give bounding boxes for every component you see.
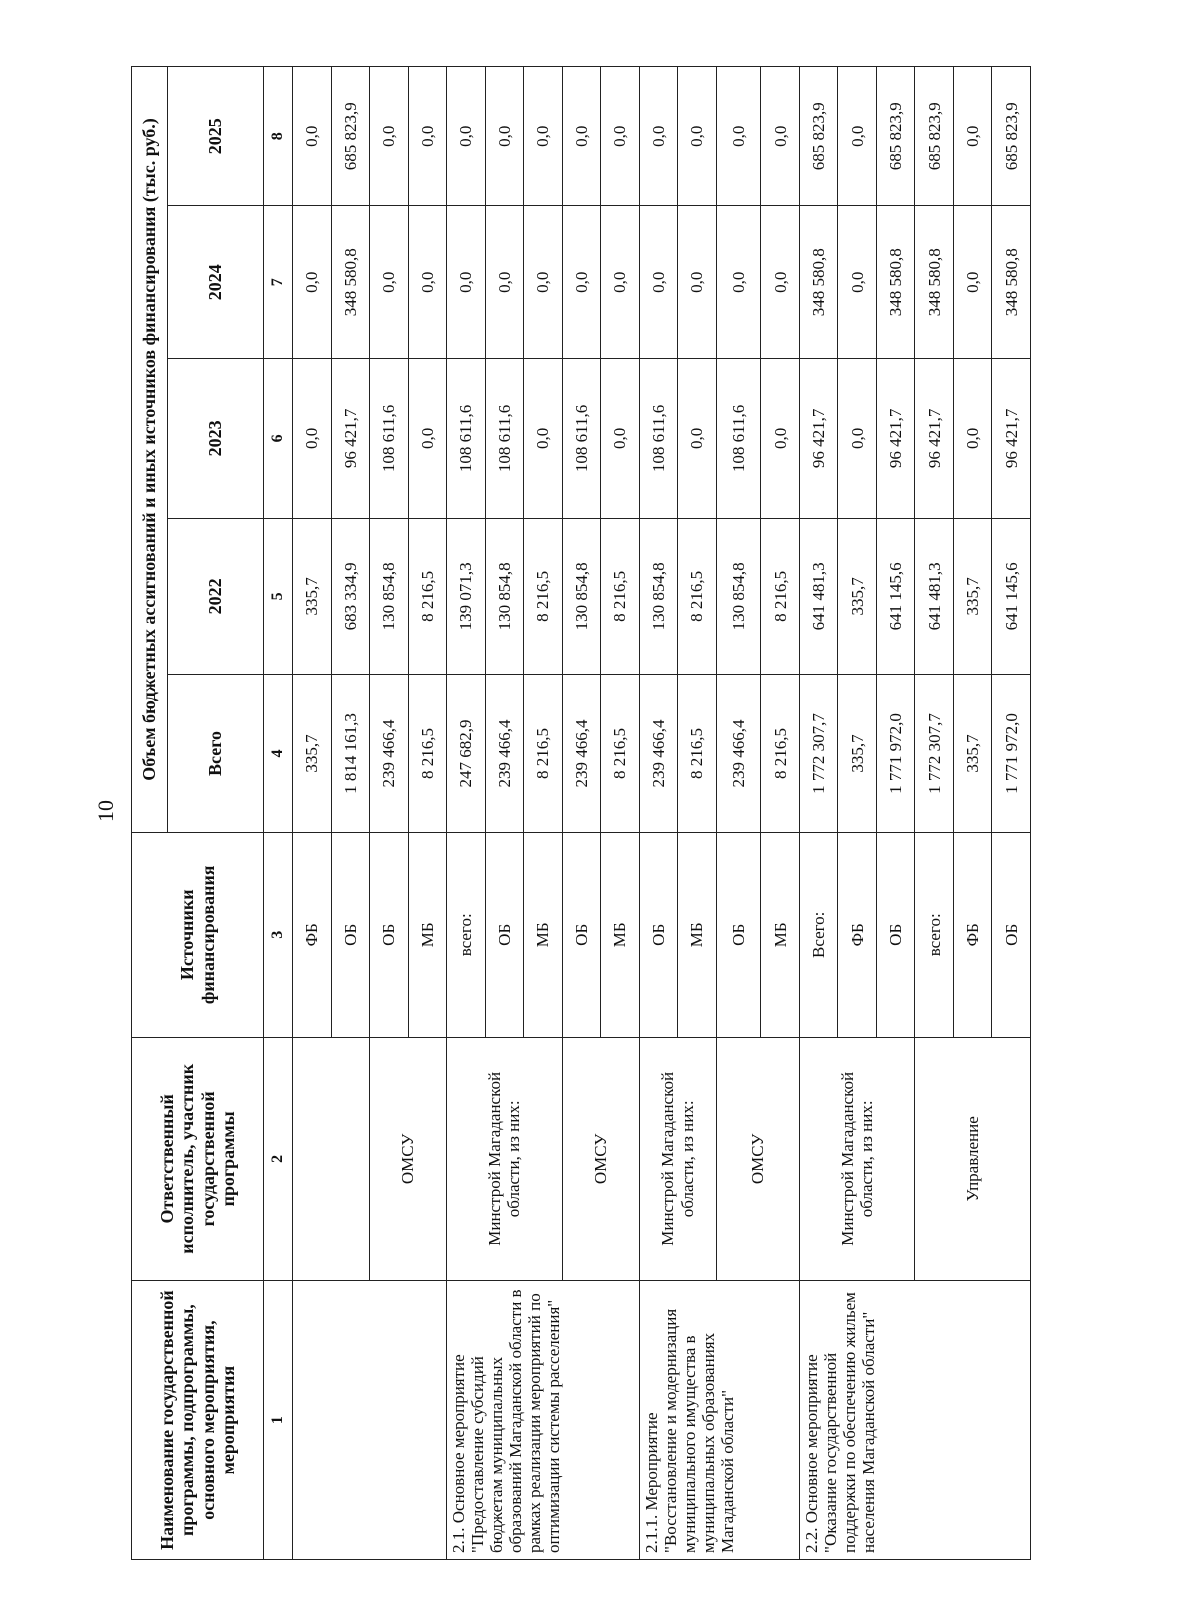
table-header bbox=[132, 67, 293, 1560]
source-cell: всего: bbox=[447, 833, 486, 1038]
value-cell: 108 611,6 bbox=[447, 358, 486, 518]
value-cell: 8 216,5 bbox=[524, 675, 563, 833]
value-cell: 348 580,8 bbox=[992, 206, 1031, 358]
value-cell: 0,0 bbox=[761, 358, 800, 518]
value-cell: 1 814 161,3 bbox=[331, 675, 370, 833]
source-cell: ОБ bbox=[331, 833, 370, 1038]
value-cell: 0,0 bbox=[562, 67, 601, 206]
value-cell: 0,0 bbox=[408, 67, 447, 206]
value-cell: 108 611,6 bbox=[370, 358, 409, 518]
value-cell: 0,0 bbox=[716, 206, 761, 358]
source-cell: ОБ bbox=[639, 833, 678, 1038]
value-cell: 130 854,8 bbox=[370, 518, 409, 674]
value-cell: 0,0 bbox=[678, 358, 717, 518]
value-cell: 130 854,8 bbox=[716, 518, 761, 674]
value-cell: 139 071,3 bbox=[447, 518, 486, 674]
value-cell: 348 580,8 bbox=[799, 206, 838, 358]
value-cell: 335,7 bbox=[293, 518, 332, 674]
table-row bbox=[447, 67, 486, 1560]
value-cell: 641 481,3 bbox=[799, 518, 838, 674]
source-cell: ОБ bbox=[716, 833, 761, 1038]
value-cell: 0,0 bbox=[370, 67, 409, 206]
value-cell: 335,7 bbox=[953, 675, 992, 833]
source-cell: Всего: bbox=[799, 833, 838, 1038]
value-cell: 8 216,5 bbox=[408, 518, 447, 674]
value-cell: 0,0 bbox=[293, 358, 332, 518]
financing-table bbox=[131, 66, 1031, 1560]
col-index: 2 bbox=[264, 1037, 293, 1281]
measure-2-1-1-name: 2.1.1. Мероприятие "Восстановление и модернизация муниципального имущества в муниципальных образованиях Магаданской области" bbox=[639, 1281, 799, 1560]
source-cell: ФБ bbox=[293, 833, 332, 1038]
source-cell: МБ bbox=[408, 833, 447, 1038]
value-cell: 348 580,8 bbox=[876, 206, 915, 358]
name-cell-empty bbox=[293, 1281, 447, 1560]
value-cell: 685 823,9 bbox=[992, 67, 1031, 206]
col-index: 3 bbox=[264, 833, 293, 1038]
value-cell: 348 580,8 bbox=[331, 206, 370, 358]
value-cell: 0,0 bbox=[524, 206, 563, 358]
table-row bbox=[799, 67, 838, 1560]
value-cell: 1 772 307,7 bbox=[799, 675, 838, 833]
value-cell: 0,0 bbox=[562, 206, 601, 358]
page-number: 10 bbox=[93, 800, 118, 822]
value-cell: 0,0 bbox=[293, 206, 332, 358]
value-cell: 96 421,7 bbox=[992, 358, 1031, 518]
col-2024-header: 2024 bbox=[168, 206, 264, 358]
rotated-table-wrapper bbox=[131, 66, 1031, 1560]
source-cell: ОБ bbox=[562, 833, 601, 1038]
value-cell: 8 216,5 bbox=[601, 518, 640, 674]
executor-cell-empty bbox=[293, 1037, 370, 1281]
value-cell: 239 466,4 bbox=[562, 675, 601, 833]
value-cell: 0,0 bbox=[524, 358, 563, 518]
value-cell: 685 823,9 bbox=[915, 67, 954, 206]
value-cell: 685 823,9 bbox=[331, 67, 370, 206]
value-cell: 0,0 bbox=[838, 206, 877, 358]
value-cell: 0,0 bbox=[370, 206, 409, 358]
table-row bbox=[639, 67, 678, 1560]
source-cell: МБ bbox=[524, 833, 563, 1038]
value-cell: 108 611,6 bbox=[639, 358, 678, 518]
value-cell: 1 771 972,0 bbox=[876, 675, 915, 833]
col-name-header: Наименование государственной программы, подпрограммы, основного мероприятия, мероприятия bbox=[132, 1281, 264, 1560]
col-2025-header: 2025 bbox=[168, 67, 264, 206]
value-cell: 641 145,6 bbox=[876, 518, 915, 674]
value-cell: 130 854,8 bbox=[562, 518, 601, 674]
value-cell: 0,0 bbox=[953, 67, 992, 206]
col-2023-header: 2023 bbox=[168, 358, 264, 518]
value-cell: 96 421,7 bbox=[876, 358, 915, 518]
col-index: 8 bbox=[264, 67, 293, 206]
value-cell: 0,0 bbox=[601, 358, 640, 518]
source-cell: ФБ bbox=[953, 833, 992, 1038]
value-cell: 96 421,7 bbox=[331, 358, 370, 518]
value-cell: 0,0 bbox=[639, 67, 678, 206]
value-cell: 0,0 bbox=[447, 67, 486, 206]
value-cell: 685 823,9 bbox=[799, 67, 838, 206]
col-total-header: Всего bbox=[168, 675, 264, 833]
value-cell: 0,0 bbox=[838, 67, 877, 206]
value-cell: 0,0 bbox=[485, 67, 524, 206]
value-cell: 0,0 bbox=[601, 206, 640, 358]
executor-cell: ОМСУ bbox=[716, 1037, 799, 1281]
value-cell: 96 421,7 bbox=[915, 358, 954, 518]
value-cell: 108 611,6 bbox=[716, 358, 761, 518]
value-cell: 239 466,4 bbox=[716, 675, 761, 833]
value-cell: 0,0 bbox=[678, 206, 717, 358]
column-index-row bbox=[264, 67, 293, 1560]
executor-cell: ОМСУ bbox=[370, 1037, 447, 1281]
value-cell: 8 216,5 bbox=[408, 675, 447, 833]
value-cell: 335,7 bbox=[293, 675, 332, 833]
value-cell: 1 771 972,0 bbox=[992, 675, 1031, 833]
value-cell: 108 611,6 bbox=[485, 358, 524, 518]
value-cell: 0,0 bbox=[485, 206, 524, 358]
source-cell: МБ bbox=[601, 833, 640, 1038]
source-cell: ОБ bbox=[485, 833, 524, 1038]
col-index: 1 bbox=[264, 1281, 293, 1560]
value-cell: 0,0 bbox=[408, 358, 447, 518]
value-cell: 641 145,6 bbox=[992, 518, 1031, 674]
col-financing-group-header: Объем бюджетных ассигнований и иных источников финансирования (тыс. руб.) bbox=[132, 67, 168, 833]
value-cell: 8 216,5 bbox=[524, 518, 563, 674]
value-cell: 8 216,5 bbox=[601, 675, 640, 833]
value-cell: 335,7 bbox=[838, 518, 877, 674]
col-index: 5 bbox=[264, 518, 293, 674]
col-2022-header: 2022 bbox=[168, 518, 264, 674]
value-cell: 0,0 bbox=[678, 67, 717, 206]
value-cell: 0,0 bbox=[761, 206, 800, 358]
col-executor-header: Ответственный исполнитель, участник государственной программы bbox=[132, 1037, 264, 1281]
value-cell: 335,7 bbox=[838, 675, 877, 833]
value-cell: 8 216,5 bbox=[761, 675, 800, 833]
source-cell: МБ bbox=[678, 833, 717, 1038]
col-index: 7 bbox=[264, 206, 293, 358]
executor-cell: Минстрой Магаданской области, из них: bbox=[799, 1037, 915, 1281]
value-cell: 0,0 bbox=[953, 206, 992, 358]
col-source-header: Источники финансирования bbox=[132, 833, 264, 1038]
value-cell: 683 334,9 bbox=[331, 518, 370, 674]
source-cell: всего: bbox=[915, 833, 954, 1038]
value-cell: 130 854,8 bbox=[485, 518, 524, 674]
value-cell: 130 854,8 bbox=[639, 518, 678, 674]
source-cell: ОБ bbox=[992, 833, 1031, 1038]
executor-cell: Управление bbox=[915, 1037, 1031, 1281]
value-cell: 335,7 bbox=[953, 518, 992, 674]
value-cell: 0,0 bbox=[524, 67, 563, 206]
value-cell: 108 611,6 bbox=[562, 358, 601, 518]
executor-cell: ОМСУ bbox=[562, 1037, 639, 1281]
value-cell: 239 466,4 bbox=[639, 675, 678, 833]
value-cell: 0,0 bbox=[408, 206, 447, 358]
col-index: 6 bbox=[264, 358, 293, 518]
executor-cell: Минстрой Магаданской области, из них: bbox=[447, 1037, 563, 1281]
value-cell: 0,0 bbox=[601, 67, 640, 206]
value-cell: 1 772 307,7 bbox=[915, 675, 954, 833]
value-cell: 0,0 bbox=[716, 67, 761, 206]
value-cell: 8 216,5 bbox=[678, 518, 717, 674]
value-cell: 8 216,5 bbox=[761, 518, 800, 674]
source-cell: ОБ bbox=[370, 833, 409, 1038]
value-cell: 0,0 bbox=[953, 358, 992, 518]
value-cell: 247 682,9 bbox=[447, 675, 486, 833]
source-cell: МБ bbox=[761, 833, 800, 1038]
executor-cell: Минстрой Магаданской области, из них: bbox=[639, 1037, 716, 1281]
value-cell: 641 481,3 bbox=[915, 518, 954, 674]
value-cell: 685 823,9 bbox=[876, 67, 915, 206]
value-cell: 0,0 bbox=[293, 67, 332, 206]
value-cell: 0,0 bbox=[761, 67, 800, 206]
value-cell: 0,0 bbox=[639, 206, 678, 358]
value-cell: 239 466,4 bbox=[485, 675, 524, 833]
value-cell: 0,0 bbox=[447, 206, 486, 358]
value-cell: 0,0 bbox=[838, 358, 877, 518]
source-cell: ФБ bbox=[838, 833, 877, 1038]
source-cell: ОБ bbox=[876, 833, 915, 1038]
measure-2-2-name: 2.2. Основное мероприятие "Оказание государственной поддержки по обеспечению жильем населения Магаданской области" bbox=[799, 1281, 1030, 1560]
value-cell: 348 580,8 bbox=[915, 206, 954, 358]
value-cell: 96 421,7 bbox=[799, 358, 838, 518]
measure-2-1-name: 2.1. Основное мероприятие "Предоставление субсидий бюджетам муниципальных образований Магаданской области в рамках реализации мероприятий по оптимизации системы расселения" bbox=[447, 1281, 640, 1560]
value-cell: 239 466,4 bbox=[370, 675, 409, 833]
table-row bbox=[293, 67, 332, 1560]
value-cell: 8 216,5 bbox=[678, 675, 717, 833]
col-index: 4 bbox=[264, 675, 293, 833]
